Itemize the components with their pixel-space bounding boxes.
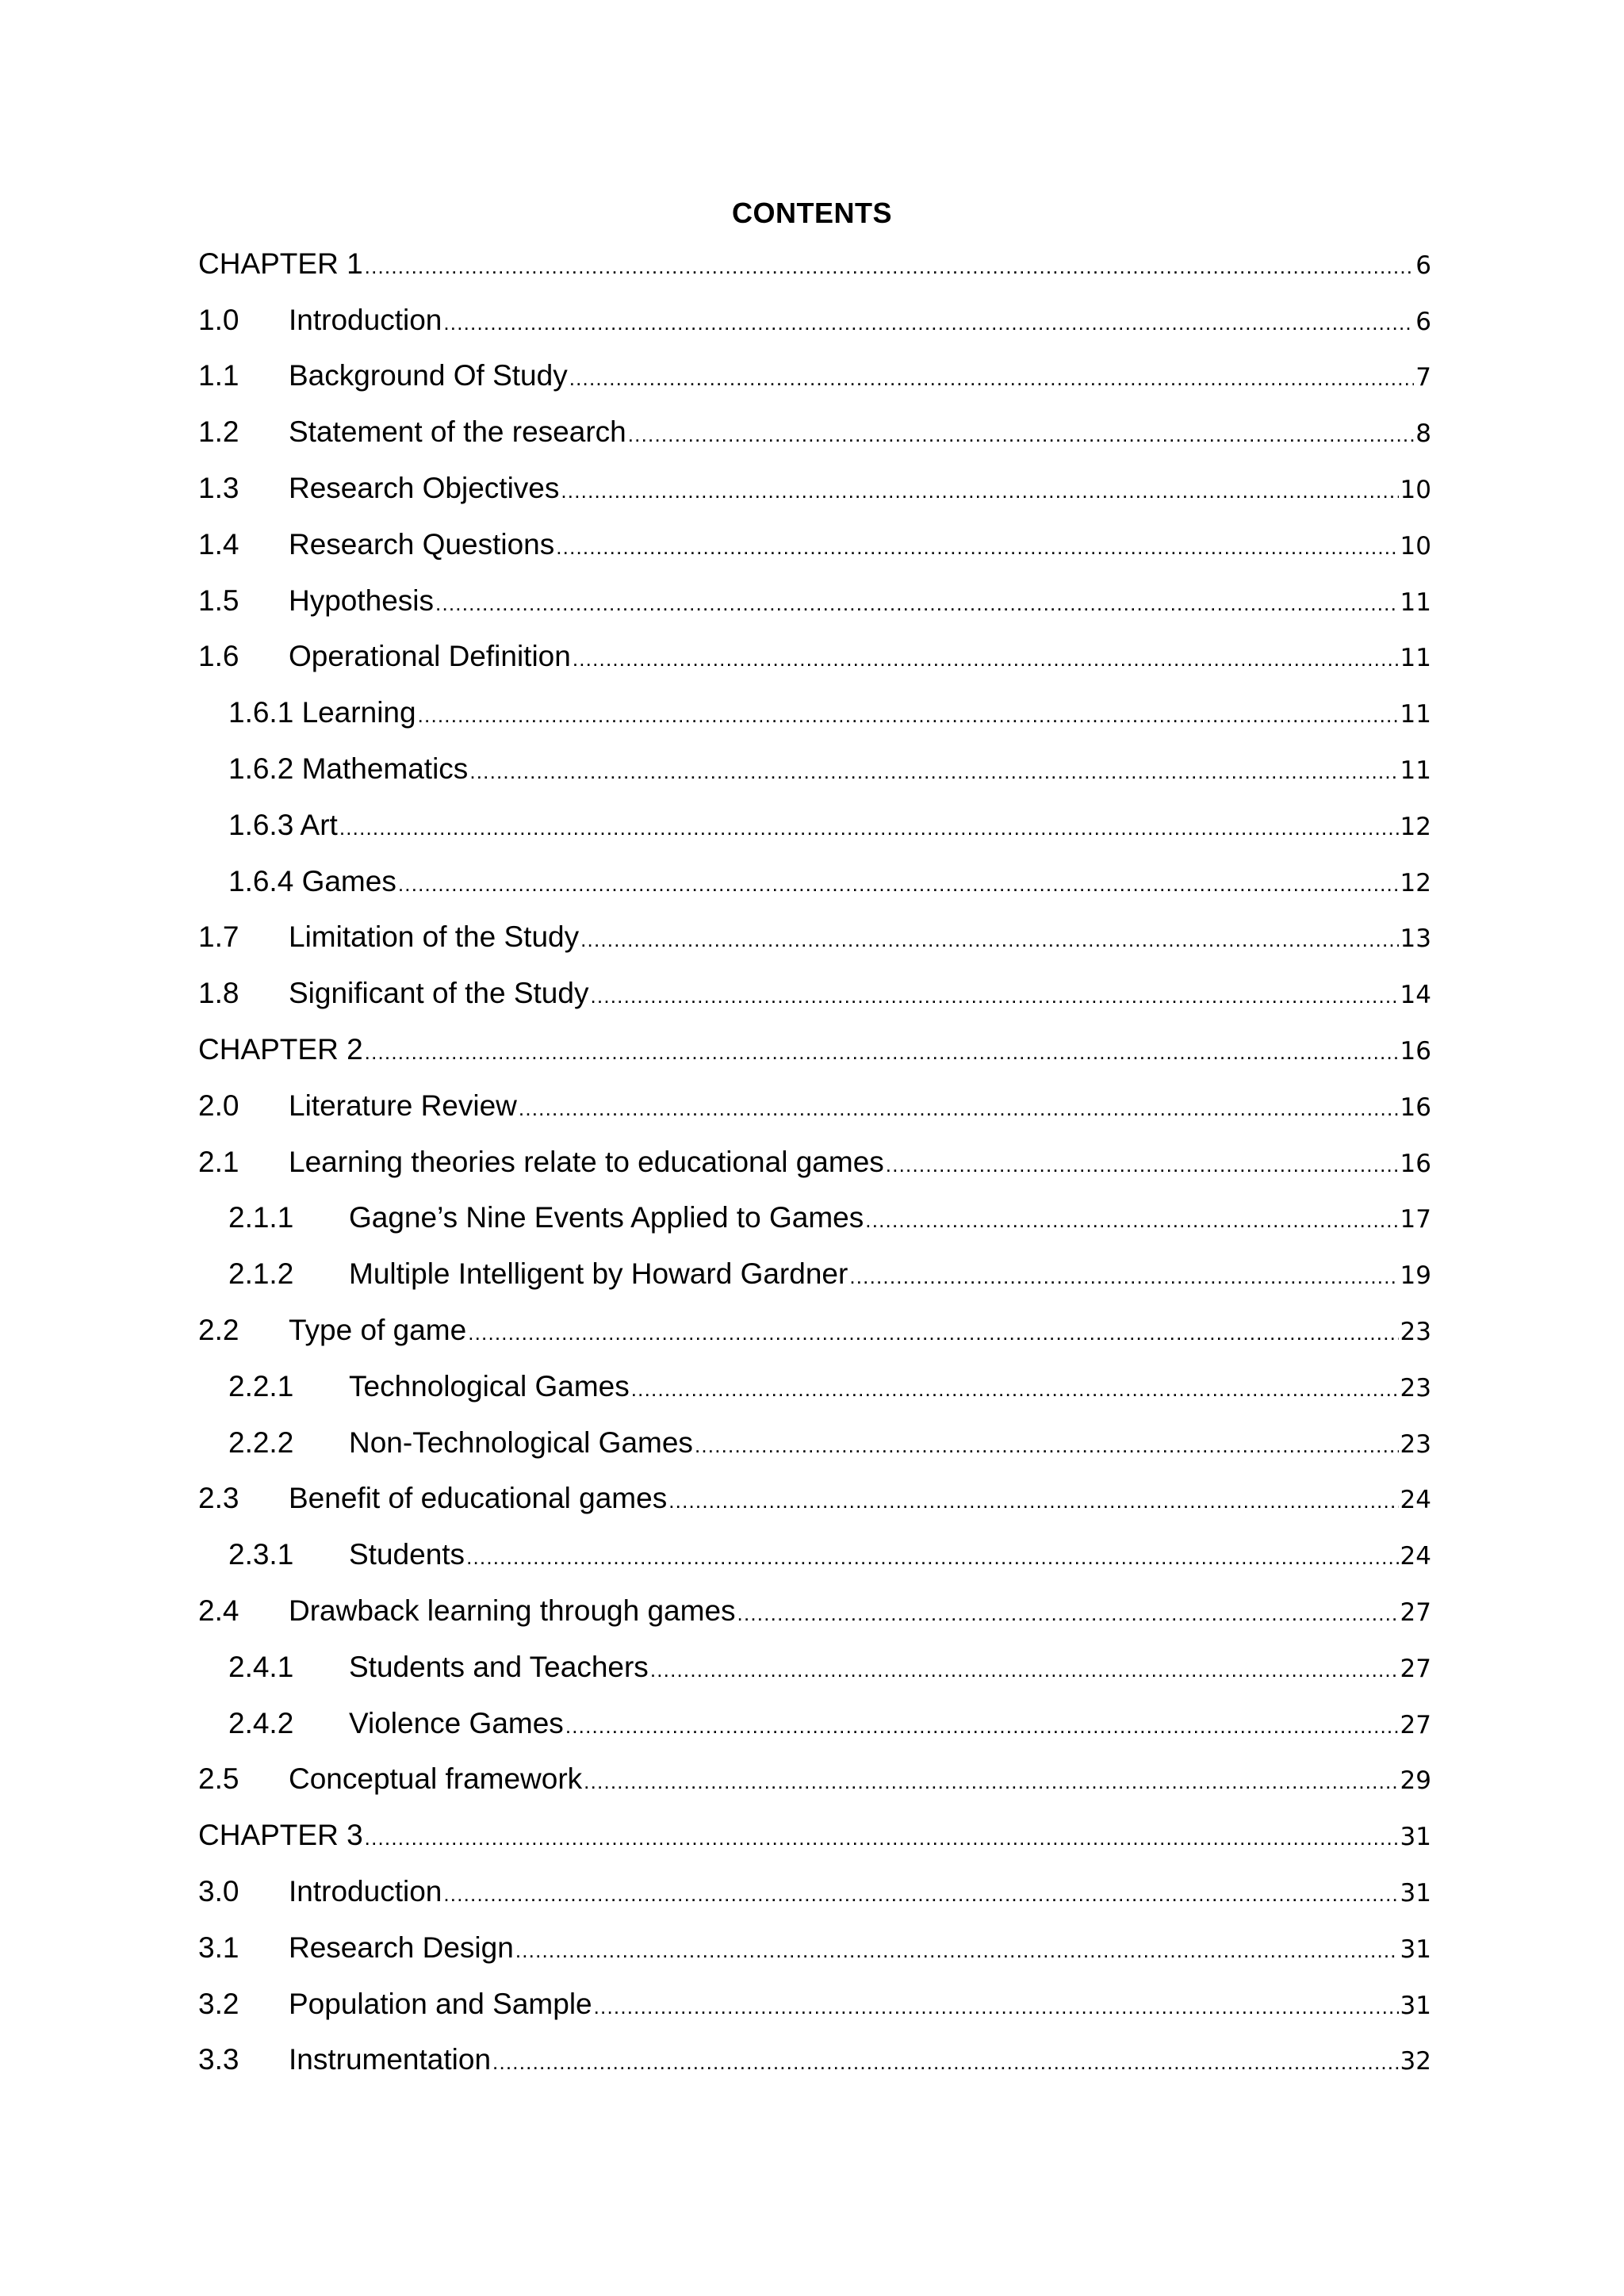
dot-leader	[443, 1884, 1398, 1904]
toc-entry-page-number: 16	[1400, 1093, 1431, 1122]
toc-entry-number: 3.0	[198, 1874, 239, 1908]
toc-entry[interactable]	[198, 457, 1431, 514]
dot-leader	[628, 424, 1415, 445]
toc-entry[interactable]	[198, 1917, 1431, 1973]
toc-entry-title: Students	[349, 1538, 465, 1571]
toc-entry-page-number: 6	[1415, 251, 1431, 280]
toc-entry-number: 1.2	[198, 415, 239, 449]
toc-entry-title: Instrumentation	[289, 2043, 492, 2076]
toc-entry-title: Hypothesis	[289, 584, 435, 617]
toc-entry[interactable]	[198, 1804, 1431, 1861]
toc-entry-number: 2.4.1	[228, 1650, 294, 1683]
dot-leader	[590, 985, 1398, 1006]
toc-entry-title: 1.6.3 Art	[228, 808, 338, 841]
dot-leader	[468, 1322, 1398, 1343]
toc-entry-number: 2.2.1	[228, 1369, 294, 1402]
toc-entry-page-number: 17	[1400, 1205, 1431, 1234]
toc-entry-page-number: 10	[1400, 475, 1431, 504]
toc-entry-title: Operational Definition	[289, 640, 571, 673]
toc-entry[interactable]	[198, 1524, 1431, 1580]
toc-entry-number: 1.5	[198, 584, 239, 617]
toc-entry[interactable]	[198, 1412, 1431, 1468]
toc-entry-number: 3.1	[198, 1931, 239, 1964]
toc-entry-number: 1.1	[198, 359, 239, 392]
toc-entry[interactable]	[198, 1131, 1431, 1188]
dot-leader	[565, 1716, 1399, 1736]
dot-leader	[594, 1996, 1399, 2017]
toc-entry[interactable]	[198, 794, 1431, 851]
table-of-contents	[198, 233, 1431, 2085]
toc-entry-title: Drawback learning through games	[289, 1594, 736, 1627]
toc-entry-page-number: 24	[1400, 1542, 1431, 1571]
dot-leader	[365, 1827, 1399, 1848]
toc-entry-page-number: 29	[1400, 1766, 1431, 1796]
toc-entry[interactable]	[198, 1693, 1431, 1749]
toc-entry-page-number: 31	[1400, 1991, 1431, 2020]
toc-entry-page-number: 14	[1400, 981, 1431, 1010]
dot-leader	[584, 1771, 1398, 1792]
toc-entry-title: Background Of Study	[289, 359, 568, 392]
toc-entry-title: Non-Technological Games	[349, 1425, 693, 1459]
toc-entry-page-number: 11	[1400, 756, 1431, 785]
toc-entry-title: Significant of the Study	[289, 977, 589, 1010]
dot-leader	[418, 705, 1399, 725]
toc-entry-title: Benefit of educational games	[289, 1482, 668, 1515]
toc-entry-title: Population and Sample	[289, 1987, 592, 2020]
toc-entry-number: 2.5	[198, 1762, 239, 1796]
toc-entry-page-number: 11	[1400, 587, 1431, 617]
toc-entry[interactable]	[198, 682, 1431, 738]
toc-entry[interactable]	[198, 1861, 1431, 1917]
toc-entry-title: 1.6.4 Games	[228, 864, 396, 897]
dot-leader	[466, 1547, 1398, 1567]
toc-entry-title: Introduction	[289, 303, 442, 336]
toc-entry-number: 2.2	[198, 1313, 239, 1346]
dot-leader	[435, 593, 1399, 614]
dot-leader	[519, 1098, 1399, 1119]
toc-entry-number: 2.0	[198, 1089, 239, 1122]
dot-leader	[631, 1379, 1399, 1399]
toc-entry-title: 1.6.1 Learning	[228, 696, 416, 729]
dot-leader	[515, 1940, 1399, 1961]
toc-entry-number: 1.7	[198, 920, 239, 954]
toc-entry-title: Introduction	[289, 1874, 442, 1908]
toc-entry-page-number: 27	[1400, 1654, 1431, 1683]
toc-entry-page-number: 7	[1415, 363, 1431, 392]
toc-entry-page-number: 32	[1400, 2047, 1431, 2076]
dot-leader	[569, 368, 1415, 388]
toc-entry-number: 2.3	[198, 1482, 239, 1515]
toc-entry[interactable]	[198, 401, 1431, 457]
toc-entry[interactable]	[198, 1468, 1431, 1525]
toc-entry[interactable]	[198, 289, 1431, 346]
dot-leader	[339, 817, 1399, 838]
toc-entry-title: Violence Games	[349, 1706, 564, 1739]
toc-entry-page-number: 11	[1400, 700, 1431, 729]
toc-entry[interactable]	[198, 1580, 1431, 1636]
toc-entry-page-number: 11	[1400, 644, 1431, 673]
toc-entry-page-number: 19	[1400, 1261, 1431, 1291]
toc-entry[interactable]	[198, 907, 1431, 963]
toc-entry-number: 2.4	[198, 1594, 239, 1627]
toc-entry-number: 1.6	[198, 640, 239, 673]
toc-entry-title: 1.6.2 Mathematics	[228, 752, 469, 785]
toc-entry[interactable]	[198, 1973, 1431, 2030]
dot-leader	[443, 312, 1414, 333]
page-title: CONTENTS	[732, 197, 892, 229]
toc-entry[interactable]	[198, 851, 1431, 907]
toc-entry-page-number: 31	[1400, 1934, 1431, 1964]
dot-leader	[561, 480, 1398, 501]
toc-entry-number: 3.3	[198, 2043, 239, 2076]
dot-leader	[573, 649, 1399, 669]
dot-leader	[737, 1603, 1399, 1624]
toc-entry[interactable]	[198, 1356, 1431, 1412]
toc-entry-title: CHAPTER 3	[198, 1819, 363, 1852]
toc-entry-page-number: 16	[1400, 1149, 1431, 1178]
dot-leader	[668, 1490, 1398, 1511]
toc-entry-page-number: 8	[1415, 419, 1431, 449]
dot-leader	[886, 1154, 1399, 1175]
toc-entry-number: 2.1	[198, 1145, 239, 1178]
dot-leader	[865, 1210, 1398, 1230]
toc-entry-page-number: 10	[1400, 531, 1431, 561]
toc-entry-number: 2.1.1	[228, 1201, 294, 1234]
toc-entry-number: 2.2.2	[228, 1425, 294, 1459]
toc-entry-page-number: 12	[1400, 812, 1431, 841]
toc-entry[interactable]	[198, 1019, 1431, 1075]
toc-entry[interactable]	[198, 2030, 1431, 2086]
toc-entry-page-number: 24	[1400, 1486, 1431, 1515]
toc-entry-page-number: 23	[1400, 1373, 1431, 1402]
toc-entry-page-number: 16	[1400, 1036, 1431, 1066]
toc-entry-title: Multiple Intelligent by Howard Gardner	[349, 1257, 848, 1291]
toc-entry[interactable]	[198, 233, 1431, 289]
toc-entry[interactable]	[198, 1188, 1431, 1244]
toc-entry-title: Type of game	[289, 1313, 467, 1346]
dot-leader	[398, 874, 1399, 894]
toc-entry[interactable]	[198, 626, 1431, 683]
toc-entry-title: Conceptual framework	[289, 1762, 583, 1796]
toc-entry-page-number: 23	[1400, 1317, 1431, 1346]
toc-entry[interactable]	[198, 346, 1431, 402]
toc-entry-title: Limitation of the Study	[289, 920, 580, 954]
toc-entry-title: CHAPTER 2	[198, 1032, 363, 1066]
toc-entry-page-number: 12	[1400, 868, 1431, 897]
dot-leader	[695, 1435, 1399, 1456]
toc-entry[interactable]	[198, 514, 1431, 570]
toc-entry-page-number: 31	[1400, 1878, 1431, 1908]
dot-leader	[650, 1659, 1399, 1680]
dot-leader	[469, 761, 1398, 782]
toc-entry-number: 1.0	[198, 303, 239, 336]
toc-entry-page-number: 27	[1400, 1598, 1431, 1627]
toc-entry-page-number: 6	[1415, 307, 1431, 336]
toc-entry[interactable]	[198, 1075, 1431, 1131]
toc-entry-number: 2.3.1	[228, 1538, 294, 1571]
dot-leader	[556, 537, 1398, 557]
toc-entry-title: Research Questions	[289, 527, 555, 561]
toc-entry-title: Gagne’s Nine Events Applied to Games	[349, 1201, 864, 1234]
toc-entry-number: 2.1.2	[228, 1257, 294, 1291]
dot-leader	[580, 929, 1398, 950]
toc-entry[interactable]	[198, 1749, 1431, 1805]
toc-entry-title: Research Design	[289, 1931, 514, 1964]
toc-entry[interactable]	[198, 738, 1431, 794]
toc-entry-number: 2.4.2	[228, 1706, 294, 1739]
toc-entry-number: 1.8	[198, 977, 239, 1010]
dot-leader	[849, 1266, 1398, 1287]
dot-leader	[365, 256, 1415, 277]
dot-leader	[365, 1042, 1399, 1062]
toc-entry-number: 1.4	[198, 527, 239, 561]
toc-entry-title: Technological Games	[349, 1369, 630, 1402]
toc-entry[interactable]	[198, 1299, 1431, 1356]
toc-entry[interactable]	[198, 570, 1431, 626]
toc-entry-page-number: 31	[1400, 1823, 1431, 1852]
toc-entry-title: Students and Teachers	[349, 1650, 649, 1683]
toc-entry[interactable]	[198, 962, 1431, 1019]
toc-entry[interactable]	[198, 1636, 1431, 1693]
toc-entry-page-number: 13	[1400, 924, 1431, 954]
toc-entry-title: Research Objectives	[289, 471, 560, 504]
toc-entry-page-number: 23	[1400, 1429, 1431, 1459]
toc-entry-number: 1.3	[198, 471, 239, 504]
toc-entry-title: CHAPTER 1	[198, 247, 363, 280]
dot-leader	[492, 2052, 1399, 2072]
toc-entry-number: 3.2	[198, 1987, 239, 2020]
toc-entry-title: Learning theories relate to educational games	[289, 1145, 884, 1178]
toc-entry[interactable]	[198, 1243, 1431, 1299]
toc-entry-title: Literature Review	[289, 1089, 517, 1122]
toc-entry-page-number: 27	[1400, 1710, 1431, 1739]
toc-entry-title: Statement of the research	[289, 415, 626, 449]
